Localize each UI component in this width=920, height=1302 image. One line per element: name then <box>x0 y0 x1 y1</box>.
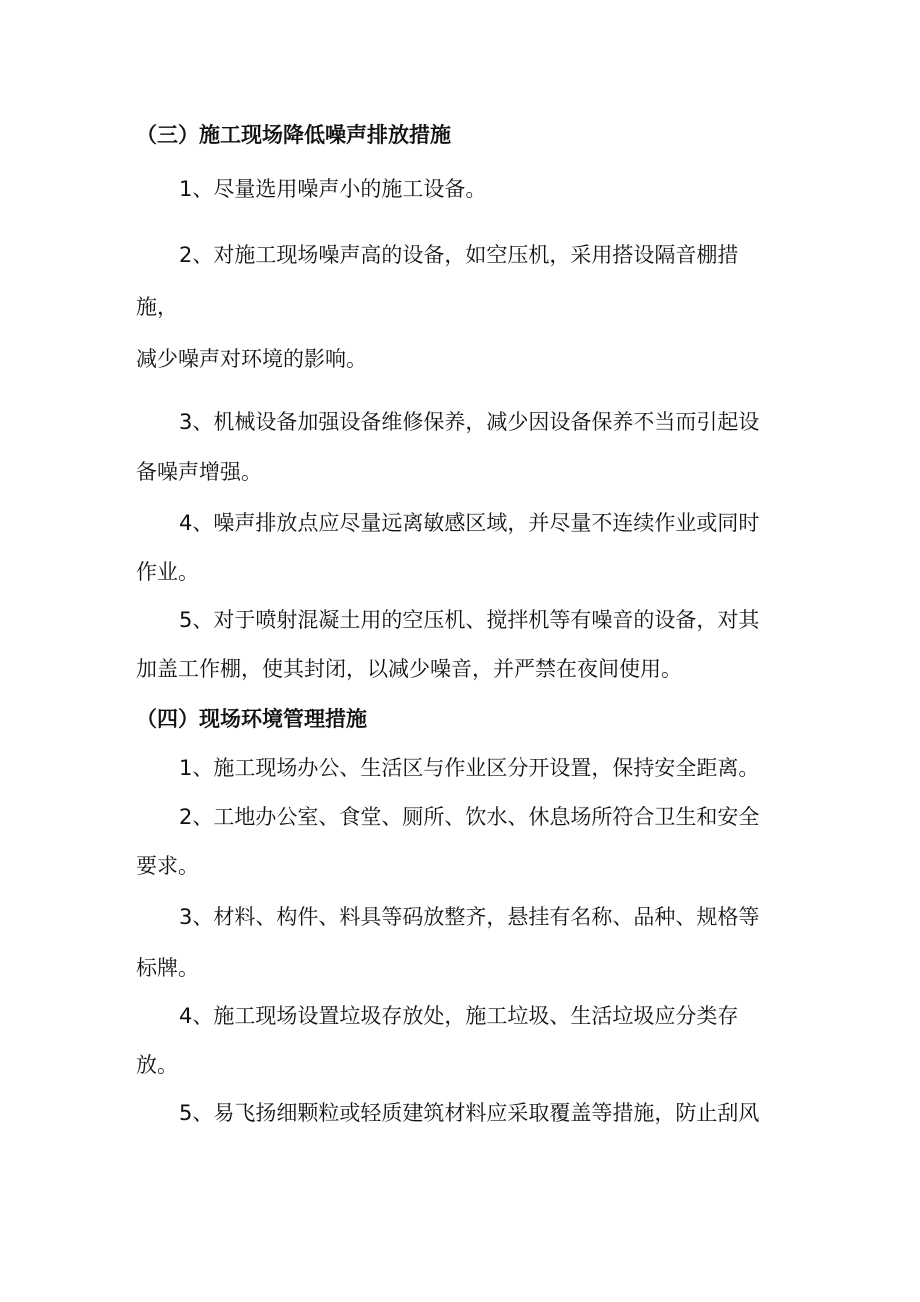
paragraph-line: 4、施工现场设置垃圾存放处，施工垃圾、生活垃圾应分类存 <box>179 1004 739 1028</box>
paragraph-line: 1、施工现场办公、生活区与作业区分开设置，保持安全距离。 <box>179 756 760 780</box>
paragraph-line: 2、对施工现场噪声高的设备，如空压机，采用搭设隔音棚措 <box>179 243 739 267</box>
section-heading: （四）现场环境管理措施 <box>136 707 367 731</box>
paragraph-line: 放。 <box>136 1053 178 1077</box>
paragraph-line: 1、尽量选用噪声小的施工设备。 <box>179 177 487 201</box>
paragraph-line: 4、噪声排放点应尽量远离敏感区域，并尽量不连续作业或同时 <box>179 511 760 535</box>
paragraph-line: 2、工地办公室、食堂、厕所、饮水、休息场所符合卫生和安全 <box>179 805 760 829</box>
section-heading: （三）施工现场降低噪声排放措施 <box>136 123 451 147</box>
paragraph-line: 5、对于喷射混凝土用的空压机、搅拌机等有噪音的设备，对其 <box>179 608 760 632</box>
paragraph-line: 标牌。 <box>136 956 199 980</box>
paragraph-line: 施， <box>136 295 178 319</box>
paragraph-line: 3、机械设备加强设备维修保养，减少因设备保养不当而引起设 <box>179 410 760 434</box>
paragraph-line: 备噪声增强。 <box>136 460 262 484</box>
paragraph-line: 3、材料、构件、料具等码放整齐，悬挂有名称、品种、规格等 <box>179 905 760 929</box>
paragraph-line: 5、易飞扬细颗粒或轻质建筑材料应采取覆盖等措施，防止刮风 <box>179 1101 760 1125</box>
paragraph-line: 加盖工作棚，使其封闭，以减少噪音，并严禁在夜间使用。 <box>136 657 682 681</box>
paragraph-line: 作业。 <box>136 560 199 584</box>
paragraph-line: 减少噪声对环境的影响。 <box>136 347 367 371</box>
paragraph-line: 要求。 <box>136 854 199 878</box>
